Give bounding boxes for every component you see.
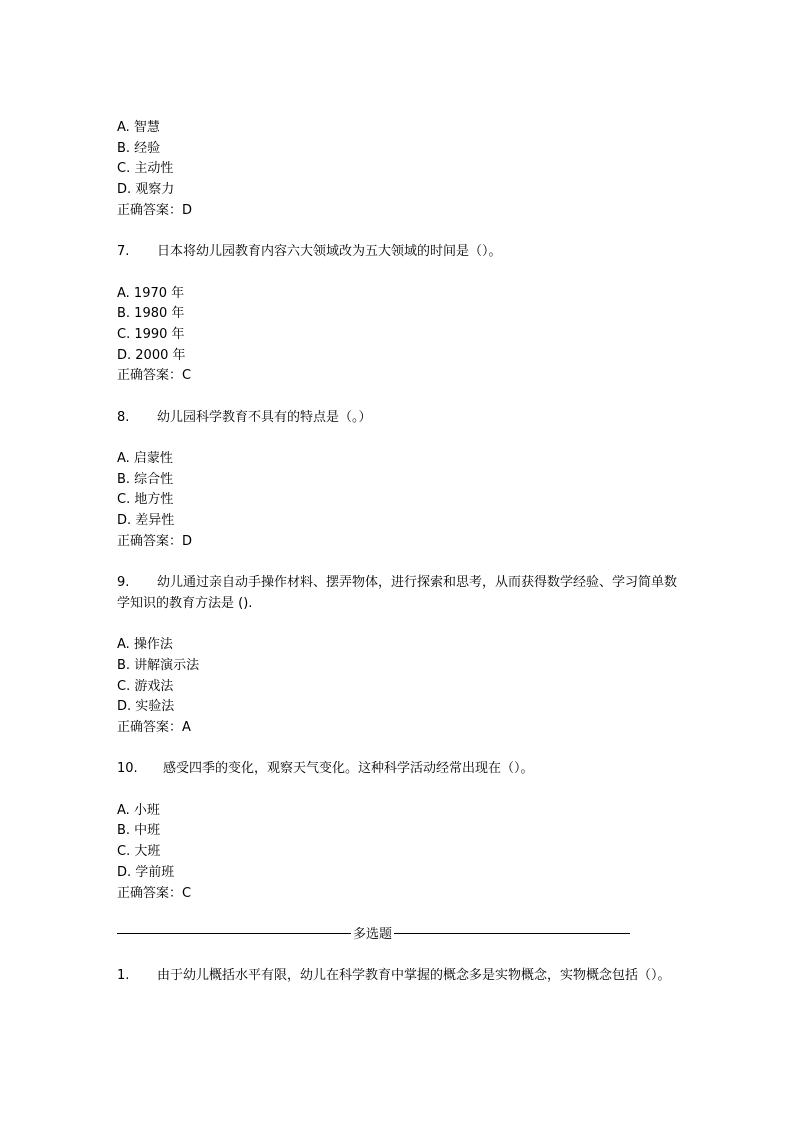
question-text: 由于幼儿概括水平有限，幼儿在科学教育中掌握的概念多是实物概念，实物概念包括（）。 <box>157 968 671 984</box>
option-c: C. 大班 <box>117 844 161 860</box>
section-divider <box>117 925 683 946</box>
option-a: A. 启蒙性 <box>117 451 173 467</box>
multi-question-block-1 <box>117 966 683 987</box>
question-block-7 <box>117 242 683 387</box>
option-d: D. 差异性 <box>117 513 175 529</box>
option-c: C. 游戏法 <box>117 678 174 694</box>
document-page <box>117 118 683 1008</box>
question-text: 日本将幼儿园教育内容六大领域改为五大领域的时间是（）。 <box>157 244 502 260</box>
option-b: B. 讲解演示法 <box>117 657 200 673</box>
option-a: A. 操作法 <box>117 637 173 653</box>
question-block-10 <box>117 759 683 904</box>
divider-line-left <box>117 933 351 935</box>
question-block-8 <box>117 408 683 553</box>
multi-question-1 <box>117 966 683 987</box>
option-c: C. 主动性 <box>117 161 174 177</box>
correct-answer: 正确答案：D <box>117 202 193 218</box>
option-b: B. 中班 <box>117 823 161 839</box>
option-b: B. 1980 年 <box>117 306 185 322</box>
correct-answer: 正确答案：C <box>117 885 192 901</box>
option-a: A. 1970 年 <box>117 285 185 301</box>
question-number: 9. <box>117 575 130 591</box>
question-block-6 <box>117 118 683 221</box>
question-7 <box>117 242 683 263</box>
option-b: B. 综合性 <box>117 471 174 487</box>
option-b: B. 经验 <box>117 140 161 156</box>
question-text: 感受四季的变化，观察天气变化。这种科学活动经常出现在（）。 <box>163 761 534 777</box>
question-block-9 <box>117 573 683 739</box>
question-10 <box>117 759 683 780</box>
option-d: D. 学前班 <box>117 864 175 880</box>
question-text: 幼儿通过亲自动手操作材料、摆弄物体，进行探索和思考，从而获得数学经验、学习简单数学知识的教育方法是 (). <box>117 575 678 611</box>
divider-line-right <box>394 933 630 935</box>
option-c: C. 地方性 <box>117 492 174 508</box>
section-label: 多选题 <box>353 926 393 942</box>
question-text: 幼儿园科学教育不具有的特点是（。） <box>157 409 372 425</box>
option-d: D. 实验法 <box>117 699 175 715</box>
question-number: 7. <box>117 244 130 260</box>
option-a: A. 小班 <box>117 802 160 818</box>
option-d: D. 观察力 <box>117 182 175 198</box>
correct-answer: 正确答案：A <box>117 720 191 735</box>
question-9 <box>117 573 683 614</box>
correct-answer: 正确答案：D <box>117 533 193 549</box>
question-number: 8. <box>117 409 130 425</box>
option-d: D. 2000 年 <box>117 347 186 363</box>
option-c: C. 1990 年 <box>117 326 185 342</box>
option-a: A. 智慧 <box>117 120 160 135</box>
question-8 <box>117 408 683 429</box>
question-number: 10. <box>117 761 138 777</box>
correct-answer: 正确答案：C <box>117 368 192 384</box>
question-number: 1. <box>117 968 130 984</box>
